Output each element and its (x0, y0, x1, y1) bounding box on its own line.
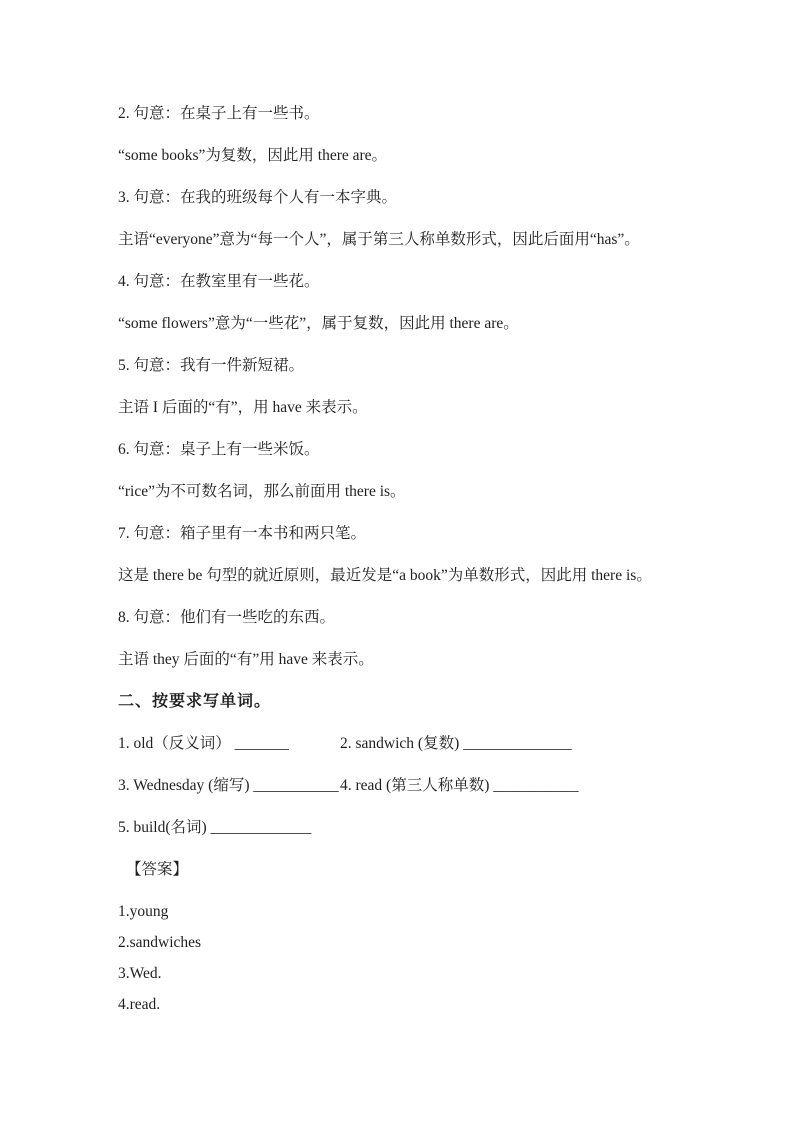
answer-line-1: 1.young (118, 903, 169, 920)
word-item-empty (340, 817, 718, 839)
word-item-sandwich: 2. sandwich (复数) ______________ (340, 735, 572, 752)
explanation-line-8: 主语 I 后面的“有”，用 have 来表示。 (118, 399, 368, 416)
answers-heading: 【答案】 (126, 861, 189, 878)
word-item-wednesday: 3. Wednesday (缩写) ___________ (118, 777, 339, 794)
explanation-line-6: “some flowers”意为“一些花”，属于复数，因此用 there are。 (118, 315, 519, 332)
explanation-line-13: 8. 句意：他们有一些吃的东西。 (118, 609, 336, 626)
answer-line-4: 4.read. (118, 996, 161, 1013)
explanation-line-9: 6. 句意：桌子上有一些米饭。 (118, 441, 320, 458)
explanation-line-1: 2. 句意：在桌子上有一些书。 (118, 105, 320, 122)
answer-line-2: 2.sandwiches (118, 934, 202, 951)
explanation-line-14: 主语 they 后面的“有”用 have 来表示。 (118, 651, 374, 668)
word-exercise-row-2 (118, 775, 718, 797)
section-two-heading: 二、按要求写单词。 (118, 693, 272, 710)
word-item-old: 1. old（反义词） _______ (118, 735, 289, 752)
explanation-line-5: 4. 句意：在教室里有一些花。 (118, 273, 320, 290)
explanation-line-2: “some books”为复数，因此用 there are。 (118, 147, 388, 164)
word-item-read: 4. read (第三人称单数) ___________ (340, 777, 579, 794)
explanation-line-10: “rice”为不可数名词，那么前面用 there is。 (118, 483, 406, 500)
word-exercise-row-1 (118, 733, 718, 755)
explanation-line-3: 3. 句意：在我的班级每个人有一本字典。 (118, 189, 398, 206)
document-content (118, 0, 718, 1025)
explanation-line-12: 这是 there be 句型的就近原则，最近发是“a book”为单数形式，因此用 there is。 (118, 567, 652, 584)
word-exercise-row-3 (118, 817, 718, 839)
word-item-build: 5. build(名词) _____________ (118, 819, 312, 836)
answer-line-3: 3.Wed. (118, 965, 162, 982)
explanation-line-7: 5. 句意：我有一件新短裙。 (118, 357, 305, 374)
explanation-line-11: 7. 句意：箱子里有一本书和两只笔。 (118, 525, 367, 542)
explanation-line-4: 主语“everyone”意为“每一个人”，属于第三人称单数形式，因此后面用“has”。 (118, 231, 640, 248)
